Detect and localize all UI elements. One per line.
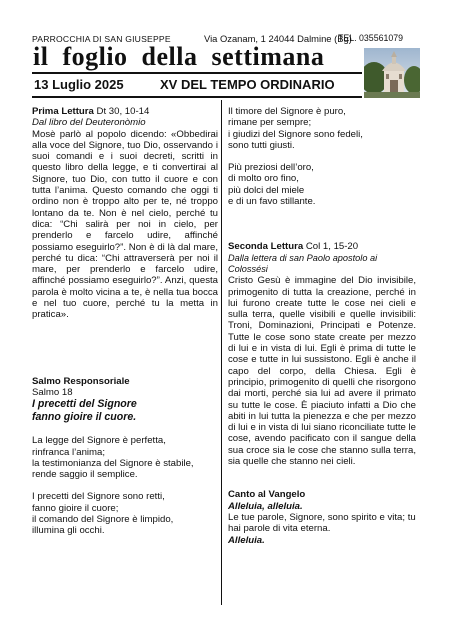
salmo-stanza-2	[32, 491, 218, 536]
canto-alleluia-1: Alleluia, alleluia.	[228, 500, 303, 512]
canto-text: Le tue parole, Signore, sono spirito e vita; tu hai parole di vita eterna.	[228, 511, 416, 535]
stanza-line: il comando del Signore è limpido,	[32, 514, 174, 526]
canto-alleluia-2: Alleluia.	[228, 534, 265, 546]
salmo-stanza-4	[228, 162, 416, 207]
salmo-stanza-1	[32, 435, 218, 480]
seconda-lettura-heading	[228, 241, 416, 252]
parish-phone: TEL. 035561079	[338, 33, 404, 43]
column-divider	[221, 100, 222, 605]
liturgical-sunday: XV DEL TEMPO ORDINARIO	[160, 77, 335, 92]
dateline	[34, 77, 335, 92]
header-rule-top	[32, 72, 362, 74]
left-column	[32, 106, 218, 537]
issue-date: 13 Luglio 2025	[34, 77, 124, 92]
salmo-refrain-line-2: fanno gioire il cuore.	[32, 411, 137, 424]
stanza-line: la testimonianza del Signore è stabile,	[32, 457, 194, 469]
stanza-line: Il timore del Signore è puro,	[228, 106, 346, 117]
stanza-line: Più preziosi dell’oro,	[228, 162, 314, 174]
prima-lettura-ref: Dt 30, 10-14	[96, 106, 150, 117]
prima-lettura-text: Mosè parlò al popolo dicendo: «Obbedirai alla voce del Signore, tuo Dio, osservando i suoi comandi e i suoi decreti, scritti in questo libro della legge, e ti convertirai al Signore, tuo Dio, con tutto il cuore e con tutta l’anima. Questo comando che oggi ti ordino non è troppo alto per te, né troppo lontano da te. Non è nel cielo, perché tu dica: “Chi salirà per noi in cielo, per prenderlo e farcelo udire, affinché possiamo eseguirlo?”. Non è di là dal mare, perché tu dica: “Chi attraverserà per noi il mare, per prenderlo e farcelo udire, affinché possiamo eseguirlo?”. Anzi, questa parola è molto vicina a te, è nella tua bocca e nel tuo cuore, perché tu la metta in pratica».	[32, 128, 218, 321]
salmo-ref: Salmo 18	[32, 386, 73, 398]
stanza-line: illumina gli occhi.	[32, 525, 105, 537]
masthead-title: il foglio della settimana	[33, 42, 325, 71]
stanza-line: di molto oro fino,	[228, 173, 299, 185]
stanza-line: La legge del Signore è perfetta,	[32, 435, 166, 447]
stanza-line: rinfranca l’anima;	[32, 446, 106, 458]
stanza-line: I precetti del Signore sono retti,	[32, 491, 165, 503]
stanza-line: fanno gioire il cuore;	[32, 502, 119, 514]
right-column	[228, 106, 416, 546]
parish-address: Via Ozanam, 1 24044 Dalmine (Bg)	[204, 33, 352, 44]
salmo-title: Salmo Responsoriale	[32, 375, 130, 387]
stanza-line: rimane per sempre;	[228, 117, 312, 129]
church-photo	[364, 48, 420, 98]
salmo-refrain-line-1: I precetti del Signore	[32, 398, 137, 411]
parish-name: PARROCCHIA DI SAN GIUSEPPE	[32, 34, 171, 44]
seconda-lettura-ref: Col 1, 15-20	[305, 241, 359, 253]
canto-title: Canto al Vangelo	[228, 489, 306, 501]
seconda-lettura-title: Seconda Lettura	[228, 241, 304, 253]
stanza-line: i giudizi del Signore sono fedeli,	[228, 128, 363, 140]
stanza-line: più dolci del miele	[228, 184, 305, 196]
stanza-line: rende saggio il semplice.	[32, 469, 138, 481]
salmo-stanza-3	[228, 106, 416, 151]
prima-lettura-source: Dal libro del Deuteronòmio	[32, 117, 146, 129]
stanza-line: e di un favo stillante.	[228, 196, 316, 208]
seconda-lettura-text: Cristo Gesù è immagine del Dio invisibile, primogenito di tutta la creazione, perché in lui furono create tutte le cose nei cieli e sulla terra, quelle visibili e quelle invisibili: Troni, Dominazioni, Principati e Potenze. Tutte le cose sono state create per mezzo di lui e in vista di lui. Egli è prima di tutte le cose e tutte in lui sussistono. Egli è anche il capo del corpo, della Chiesa. Egli è principio, primogenito di quelli che risorgono dai morti, perché sia lui ad avere il primato su tutte le cose. È piaciuto infatti a Dio che abiti in lui tutta la pienezza e che per mezzo di lui e in vista di lui siano riconciliate tutte le cose, avendo pacificato con il sangue della sua croce sia le cose che stanno sulla terra, sia quelle che stanno nei cieli.	[228, 275, 416, 468]
stanza-line: sono tutti giusti.	[228, 139, 295, 151]
prima-lettura-heading	[32, 106, 218, 117]
seconda-lettura-source: Dalla lettera di san Paolo apostolo ai Colossési	[228, 252, 378, 274]
prima-lettura-title: Prima Lettura	[32, 106, 94, 117]
header-rule-bottom	[32, 96, 362, 98]
